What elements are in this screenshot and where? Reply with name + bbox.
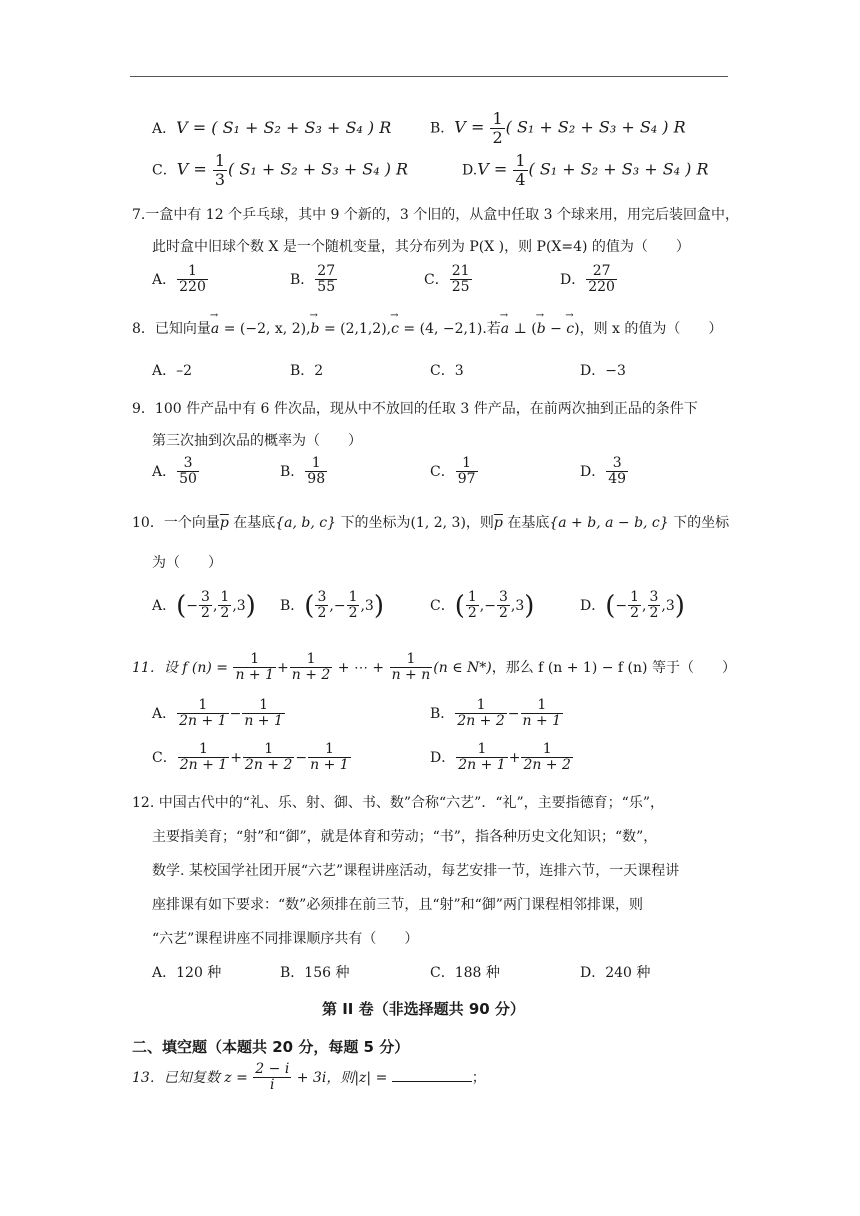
fraction-num: 1 <box>455 698 506 714</box>
option-label: A． <box>152 363 177 379</box>
q7-option-d-fraction <box>586 264 617 296</box>
fraction-den: 2 <box>467 605 477 622</box>
q8-cond-end: ) <box>574 321 580 337</box>
q10-text: 下的坐标 <box>668 515 730 531</box>
q11-option-b <box>430 698 564 730</box>
fraction-num: 3 <box>201 589 210 605</box>
q8-cond-pre: .若 <box>482 321 501 337</box>
paren-close: ) <box>524 590 535 621</box>
fraction-den: n + 1 <box>244 713 283 730</box>
fraction <box>253 1062 291 1094</box>
fraction-den: 2 <box>220 605 230 622</box>
q6-option-d-formula: ( S₁ + S₂ + S₃ + S₄ ) R <box>528 159 709 179</box>
fraction-num: 1 <box>630 589 640 605</box>
q6-option-b-fraction <box>490 110 504 146</box>
fraction-num: 1 <box>177 698 228 714</box>
q12-option-d <box>580 962 650 982</box>
fraction-den: 2 <box>498 605 508 622</box>
paren-open: ( <box>454 590 465 621</box>
fraction <box>628 590 641 622</box>
vector-c-value: = (4, −2,1) <box>398 321 483 337</box>
fraction-num: 3 <box>606 456 628 472</box>
fraction <box>308 742 351 774</box>
q6-option-b-label: B． <box>430 120 455 137</box>
option-label: D． <box>580 463 606 480</box>
q10-text: 下的坐标为 <box>336 515 411 531</box>
q11-option-a <box>152 698 286 730</box>
q6-option-b-formula: ( S₁ + S₂ + S₃ + S₄ ) R <box>505 117 686 137</box>
tail: ,3 <box>360 597 374 614</box>
q7-option-b <box>290 264 338 296</box>
fraction-num: 1 <box>242 698 285 714</box>
option-label: B． <box>290 271 315 288</box>
option-label: B． <box>280 463 305 480</box>
sign: − <box>484 597 496 614</box>
fraction-num: 1 <box>521 698 564 714</box>
coordinates: (1, 2, 3) <box>410 515 466 531</box>
fraction-num: 27 <box>586 264 617 280</box>
option-text: –2 <box>176 363 193 379</box>
operator: − <box>229 705 242 722</box>
sign: − <box>615 597 628 614</box>
q6-option-c <box>152 152 408 188</box>
fraction-den: 50 <box>179 471 197 488</box>
fraction-num: 1 <box>177 264 208 280</box>
fraction-den: 55 <box>317 279 336 296</box>
fraction-den: 2 <box>348 605 358 622</box>
q8-cond-minus: − <box>545 321 567 337</box>
q11-stem: 11．设 f (n) = $\frac{1}{n + 1}$ + $\frac{1}{n + 2}$ + ⋯ + $\frac{1}{n + n}$ (n ∈ N*)，那么 f (n + 1) − f (n) 等于（ ） <box>132 651 736 684</box>
q12-line-3: 数学. 某校国学社团开展“六艺”课程讲座活动，每艺安排一节，连排六节，一天课程讲 <box>152 863 680 879</box>
q9-option-c-fraction <box>456 456 478 488</box>
fraction-num: 1 <box>467 589 477 605</box>
q13-after: + 3i，则 <box>292 1069 355 1086</box>
fraction-den: 2 <box>649 605 659 622</box>
q8-stem <box>132 318 722 338</box>
option-label: A． <box>152 271 177 288</box>
q9-option-b-fraction <box>305 456 327 488</box>
fraction <box>648 590 661 622</box>
fraction-den: 2 <box>492 127 503 147</box>
q9-option-a <box>152 456 200 488</box>
fraction-num: 27 <box>317 263 336 279</box>
fraction-num: 1 <box>521 742 572 758</box>
fraction-num: 1 <box>348 589 358 605</box>
option-label: A． <box>152 705 177 722</box>
fraction-den: 2 <box>317 605 327 622</box>
section-title: 第 II 卷（非选择题共 90 分） <box>322 1000 525 1018</box>
fraction <box>497 590 510 622</box>
q11-option-d <box>430 742 574 774</box>
fraction-den: 3 <box>214 169 226 189</box>
option-text: 120 种 <box>176 965 222 981</box>
q9-option-a-fraction <box>177 456 199 488</box>
fraction <box>242 698 285 730</box>
option-label: A． <box>152 965 177 981</box>
sign: − <box>333 597 346 614</box>
fraction <box>218 590 231 622</box>
fraction-den: 2n + 1 <box>179 757 228 774</box>
q10-option-d: D．(− $\frac{1}{2}$ , $\frac{3}{2}$ ,3) <box>580 589 685 622</box>
fraction-den: 2n + 2 <box>523 757 571 774</box>
q12-line-4: 座排课有如下要求：“数”必须排在前三节，且“射”和“御”两门课程相邻排课，则 <box>152 897 643 913</box>
q13-end: ； <box>471 1069 486 1086</box>
option-text: 240 种 <box>605 965 651 981</box>
fraction <box>178 742 229 774</box>
fraction-den: 220 <box>179 279 206 296</box>
fraction-den: n + 1 <box>522 713 562 730</box>
fraction-den: 4 <box>515 169 526 189</box>
fraction <box>199 590 212 622</box>
q7-option-a-fraction <box>177 264 208 296</box>
fraction <box>177 698 228 730</box>
q13-stem <box>132 1062 486 1094</box>
fraction-den: 2n + 1 <box>179 713 227 730</box>
q10-option-a: A．(− $\frac{3}{2}$ , $\frac{1}{2}$ ,3) <box>152 589 256 622</box>
q8-suffix: ，则 x 的值为（ ） <box>579 321 723 337</box>
fraction-den: 2 <box>201 605 210 622</box>
q12-line-2: 主要指美育；“射”和“御”，就是体育和劳动；“书”，指各种历史文化知识；“数”， <box>152 829 658 845</box>
answer-blank[interactable] <box>392 1069 472 1082</box>
fraction-den: n + 1 <box>310 757 349 774</box>
option-text: 3 <box>454 363 464 379</box>
header-rule <box>130 76 728 77</box>
fraction <box>521 698 564 730</box>
ellipsis: + ⋯ + <box>333 659 389 676</box>
fraction <box>290 652 333 684</box>
vector-p: $\overline{p}$ <box>219 515 229 531</box>
tail: ,3 <box>232 597 246 614</box>
q10-text: 10．一个向量 <box>132 515 220 531</box>
fraction-den: n + 1 <box>235 667 275 684</box>
fraction-num: 1 <box>243 742 294 758</box>
fraction-num: 1 <box>178 742 229 758</box>
option-label: D． <box>580 965 606 981</box>
fraction-den: i <box>270 1077 275 1094</box>
option-label: D． <box>560 271 586 288</box>
fraction-num: 1 <box>456 742 507 758</box>
vector-a-value: = (−2, x, 2), <box>219 321 311 337</box>
q6-option-a <box>152 118 391 138</box>
q9-option-c <box>430 456 479 488</box>
q6-option-c-label: C． <box>152 162 177 179</box>
q6-option-c-formula: ( S₁ + S₂ + S₃ + S₄ ) R <box>228 159 409 179</box>
q12-option-a <box>152 962 221 982</box>
option-label: C． <box>430 597 455 614</box>
fraction-den: 49 <box>608 471 627 488</box>
q7-option-c-fraction <box>450 264 472 296</box>
fraction-num: 1 <box>308 742 351 758</box>
abs-z: |z| <box>354 1069 372 1086</box>
fraction <box>233 652 276 684</box>
fraction <box>390 652 433 684</box>
part-2-title: 二、填空题（本题共 20 分，每题 5 分） <box>132 1038 410 1056</box>
q7-line-1: 7.一盒中有 12 个乒乓球，其中 9 个新的，3 个旧的，从盒中任取 3 个球来用，用完后装回盒中， <box>132 207 740 223</box>
q6-option-b <box>430 110 686 146</box>
option-label: B． <box>290 363 315 379</box>
fraction-num: 1 <box>390 652 433 668</box>
fraction-num: 1 <box>233 652 276 668</box>
q10-text: ，则 <box>465 515 494 531</box>
q10-text: 在基底 <box>228 515 276 531</box>
fraction-den: 2n + 1 <box>458 757 506 774</box>
option-text: 156 种 <box>304 965 350 981</box>
q12-line-5: “六艺”课程讲座不同排课顺序共有（ ） <box>152 931 419 947</box>
fraction-num: 1 <box>456 456 478 472</box>
q7-line-2: 此时盒中旧球个数 X 是一个随机变量，其分布列为 P(X )，则 P(X=4) 的值为（ ） <box>152 239 690 255</box>
fraction-num: 3 <box>177 456 199 472</box>
q9-line-2: 第三次抽到次品的概率为（ ） <box>152 433 362 449</box>
paren-open: ( <box>176 590 187 621</box>
equals: = <box>371 1069 392 1086</box>
fraction-den: n + n <box>391 667 431 684</box>
operator: − <box>295 749 308 766</box>
fraction-den: 25 <box>451 279 470 296</box>
option-label: B． <box>430 705 455 722</box>
q10-option-b: B．( $\frac{3}{2}$ ,− $\frac{1}{2}$ ,3) <box>280 589 384 622</box>
q6-option-d-label: D. <box>462 162 478 179</box>
fraction-num: 3 <box>498 589 508 605</box>
q8-option-d <box>580 360 626 380</box>
q11-prefix: 11．设 f (n) = <box>132 659 233 676</box>
q7-option-c <box>424 264 473 296</box>
fraction-den: n + 2 <box>291 667 331 684</box>
vector-p: $\overline{p}$ <box>493 515 503 531</box>
fraction-num: 3 <box>317 589 327 605</box>
operator: − <box>507 705 520 722</box>
vector-c: → c <box>391 321 399 337</box>
q7-option-b-fraction <box>315 264 337 296</box>
fraction-num: 1 <box>214 151 226 170</box>
q10-text: 在基底 <box>502 515 550 531</box>
fraction-den: 98 <box>307 471 326 488</box>
option-label: C． <box>424 271 449 288</box>
q8-option-a <box>152 360 192 380</box>
q9-line-1: 9．100 件产品中有 6 件次品，现从中不放回的任取 3 件产品，在前两次抽到正品的条件下 <box>132 401 698 417</box>
q6-option-b-pre: V = <box>454 117 490 137</box>
q8-prefix: 8．已知向量 <box>132 321 211 337</box>
q6-option-c-pre: V = <box>176 159 212 179</box>
paren-open: ( <box>304 590 315 621</box>
option-label: B． <box>280 965 305 981</box>
fraction <box>243 742 294 774</box>
q7-option-d <box>560 264 618 296</box>
q6-option-c-fraction <box>213 152 227 188</box>
fraction-num: 1 <box>492 109 503 128</box>
q10-line-1 <box>132 512 729 532</box>
q12-option-c <box>430 962 500 982</box>
option-label: A． <box>152 597 177 614</box>
basis-1: {a, b, c} <box>275 515 337 531</box>
vector-a: → a <box>211 321 219 337</box>
fraction-den: 220 <box>588 279 615 296</box>
operator: + <box>508 749 521 766</box>
q11-option-c <box>152 742 352 774</box>
fraction <box>456 742 507 774</box>
option-label: C． <box>430 965 455 981</box>
tail: ,3 <box>510 597 525 614</box>
q8-cond-mid: ⊥ ( <box>509 321 537 337</box>
option-label: C． <box>430 463 455 480</box>
operator: + <box>230 749 242 766</box>
q8-option-c <box>430 360 464 380</box>
fraction-num: 3 <box>649 589 659 605</box>
option-label: C． <box>152 749 177 766</box>
q9-option-b <box>280 456 328 488</box>
fraction-den: 2n + 2 <box>244 757 293 774</box>
fraction <box>455 698 506 730</box>
paren-open: ( <box>605 590 616 621</box>
fraction-num: 2 − i <box>255 1061 290 1077</box>
fraction <box>466 590 479 622</box>
basis-2: {a + b, a − b, c} <box>549 515 669 531</box>
q6-option-a-formula: V = ( S₁ + S₂ + S₃ + S₄ ) R <box>176 118 392 137</box>
paren-close: ) <box>373 590 384 621</box>
tail: ,3 <box>661 597 675 614</box>
q10-line-2: 为（ ） <box>152 555 222 571</box>
fraction-den: 97 <box>457 471 476 488</box>
q7-option-a <box>152 264 209 296</box>
q13-prefix: 13．已知复数 z = <box>132 1069 253 1086</box>
q11-condition: (n ∈ N*) <box>433 659 492 676</box>
option-text: 188 种 <box>454 965 500 981</box>
fraction-den: 2 <box>630 605 640 622</box>
fraction-num: 1 <box>290 652 333 668</box>
q6-option-d-fraction <box>513 152 527 188</box>
option-text: −3 <box>605 363 626 379</box>
q6-option-d-pre: V = <box>477 159 513 179</box>
q9-option-d <box>580 456 629 488</box>
vector-a: → a <box>501 321 509 337</box>
option-label: D． <box>430 749 456 766</box>
option-label: D． <box>580 363 606 379</box>
vector-b: → b <box>311 321 320 337</box>
fraction-den: 2n + 2 <box>457 713 505 730</box>
q8-option-b <box>290 360 323 380</box>
sign: − <box>186 597 199 614</box>
vector-c: → c <box>566 321 574 337</box>
option-label: C． <box>430 363 455 379</box>
q12-option-b <box>280 962 349 982</box>
option-label: B． <box>280 597 305 614</box>
q6-option-a-label: A． <box>152 121 177 137</box>
vector-b: → b <box>537 321 546 337</box>
fraction <box>347 590 360 622</box>
option-label: A． <box>152 463 177 480</box>
fraction-num: 1 <box>220 589 230 605</box>
paren-close: ) <box>245 590 256 621</box>
option-label: D． <box>580 597 606 614</box>
fraction-num: 21 <box>451 263 470 279</box>
q10-option-c: C．( $\frac{1}{2}$ ,− $\frac{3}{2}$ ,3) <box>430 589 535 622</box>
q12-line-1: 12. 中国古代中的“礼、乐、射、御、书、数”合称“六艺”．“礼”，主要指德育；“乐”， <box>132 795 664 811</box>
fraction-num: 1 <box>305 456 327 472</box>
q6-option-d <box>462 152 709 188</box>
vector-b-value: = (2,1,2), <box>319 321 392 337</box>
q11-suffix: ，那么 f (n + 1) − f (n) 等于（ ） <box>491 659 736 676</box>
fraction-num: 1 <box>515 151 526 170</box>
option-text: 2 <box>314 363 324 379</box>
q9-option-d-fraction <box>606 456 628 488</box>
fraction <box>315 590 328 622</box>
paren-close: ) <box>674 590 685 621</box>
fraction <box>521 742 572 774</box>
